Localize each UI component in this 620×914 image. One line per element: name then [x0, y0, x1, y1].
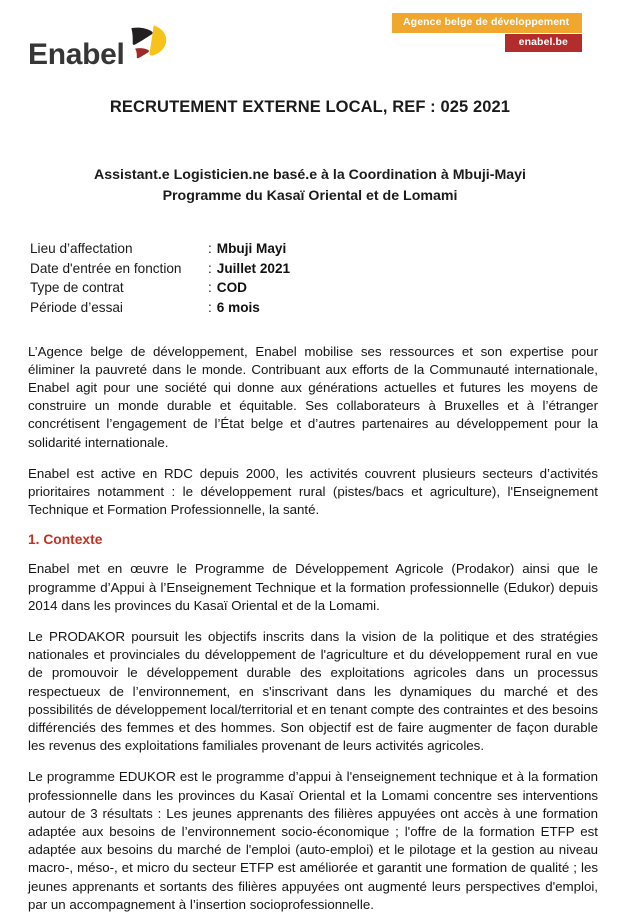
- job-details-body: [30, 240, 290, 318]
- detail-value-lieu: Mbuji Mayi: [216, 241, 287, 257]
- table-row: [30, 279, 290, 299]
- job-details-table: [30, 240, 290, 318]
- detail-value-essai: 6 mois: [216, 299, 260, 315]
- contexte-paragraph-3: Le programme EDUKOR est le programme d’appui à l'enseignement technique et à la formation professionnelle dans les provinces du Kasaï Oriental et la Lomami concentre ses interventions autour de 3 résultats : Les jeunes apprenants des filières appuyées ont accès à une formation adaptée aux besoins de l’environnement socio-économique ; l'offre de la formation ETFP est adaptée aux besoins du marché de l'emploi (auto-emploi) et le pilotage et la gestion au niveau macro-, méso-, et micro du secteur ETFP est améliorée et garantit une formation de qualité ; les jeunes apprenants et sortants des filières appuyées ont augmenté leurs perspectives d'emploi, par un accompagnement à l’insertion socioprofessionnelle.: [28, 769, 598, 912]
- section-heading-contexte: 1. Contexte: [28, 532, 103, 548]
- agency-tagline: Agence belge de développement: [392, 13, 582, 33]
- detail-label-essai: Période d’essai: [30, 299, 123, 315]
- agency-website-badge: enabel.be: [505, 34, 582, 53]
- table-row: [30, 240, 290, 260]
- agency-badge: [392, 13, 582, 52]
- intro-paragraph-2: Enabel est active en RDC depuis 2000, les activités couvrent plusieurs secteurs d’activités prioritaires notamment : le développement rural (pistes/bacs et agriculture), l'Enseignement Technique et Formation Professionnelle, la santé.: [28, 465, 598, 518]
- table-row: [30, 299, 290, 319]
- detail-colon: :: [208, 280, 212, 296]
- enabel-swoosh-icon: [129, 22, 167, 68]
- contexte-paragraph-2: Le PRODAKOR poursuit les objectifs inscrits dans la vision de la politique et des stratégies nationales et provinciales du développement de l'agriculture et du développement rural en vue de promouvoir le développement durable des exploitations agricoles dans un processus respectueux de l’environnement, en s'inscrivant dans les dynamiques du marché et des possibilités de développement local/territorial et en tenant compte des contraintes et des besoins différenciés des femmes et des hommes. Son objectif est de faire augmenter de façon durable les revenus des exploitations familiales provenant de leurs activités agricoles.: [28, 628, 598, 754]
- document-header: [0, 0, 620, 82]
- detail-colon: :: [208, 299, 212, 315]
- enabel-wordmark: Enabel: [28, 38, 125, 71]
- job-position-subtitle: [40, 165, 580, 206]
- page-title: RECRUTEMENT EXTERNE LOCAL, REF : 025 2021: [109, 98, 511, 116]
- document-body: [28, 343, 598, 914]
- job-position-line-1: Assistant.e Logisticien.ne basé.e à la Coordination à Mbuji-Mayi: [93, 167, 527, 183]
- enabel-logo: [28, 22, 167, 70]
- detail-colon: :: [208, 260, 212, 276]
- detail-colon: :: [208, 241, 212, 257]
- table-row: [30, 260, 290, 280]
- detail-label-lieu: Lieu d’affectation: [30, 241, 133, 257]
- detail-label-contrat: Type de contrat: [30, 280, 124, 296]
- detail-value-date: Juillet 2021: [216, 260, 291, 276]
- job-position-line-2: Programme du Kasaï Oriental et de Lomami: [162, 187, 458, 204]
- detail-label-date: Date d'entrée en fonction: [30, 260, 182, 276]
- detail-value-contrat: COD: [216, 280, 247, 296]
- contexte-paragraph-1: Enabel met en œuvre le Programme de Développement Agricole (Prodakor) ainsi que le programme d’Appui à l’Enseignement Technique et la formation professionnelle (Edukor) depuis 2014 dans les provinces du Kasaï Oriental et de la Lomami.: [28, 561, 598, 613]
- intro-paragraph-1: L’Agence belge de développement, Enabel mobilise ses ressources et son expertise pour éliminer la pauvreté dans le monde. Contribuant aux efforts de la Communauté internationale, Enabel agit pour une société qui donne aux générations actuelles et futures les moyens de construire un monde durable et équitable. Ses collaborateurs à Bruxelles et à l’étranger concrétisent l’engagement de l’État belge et d’autres partenaires au développement pour la solidarité internationale.: [28, 343, 598, 450]
- agency-url-wrap: [392, 34, 582, 53]
